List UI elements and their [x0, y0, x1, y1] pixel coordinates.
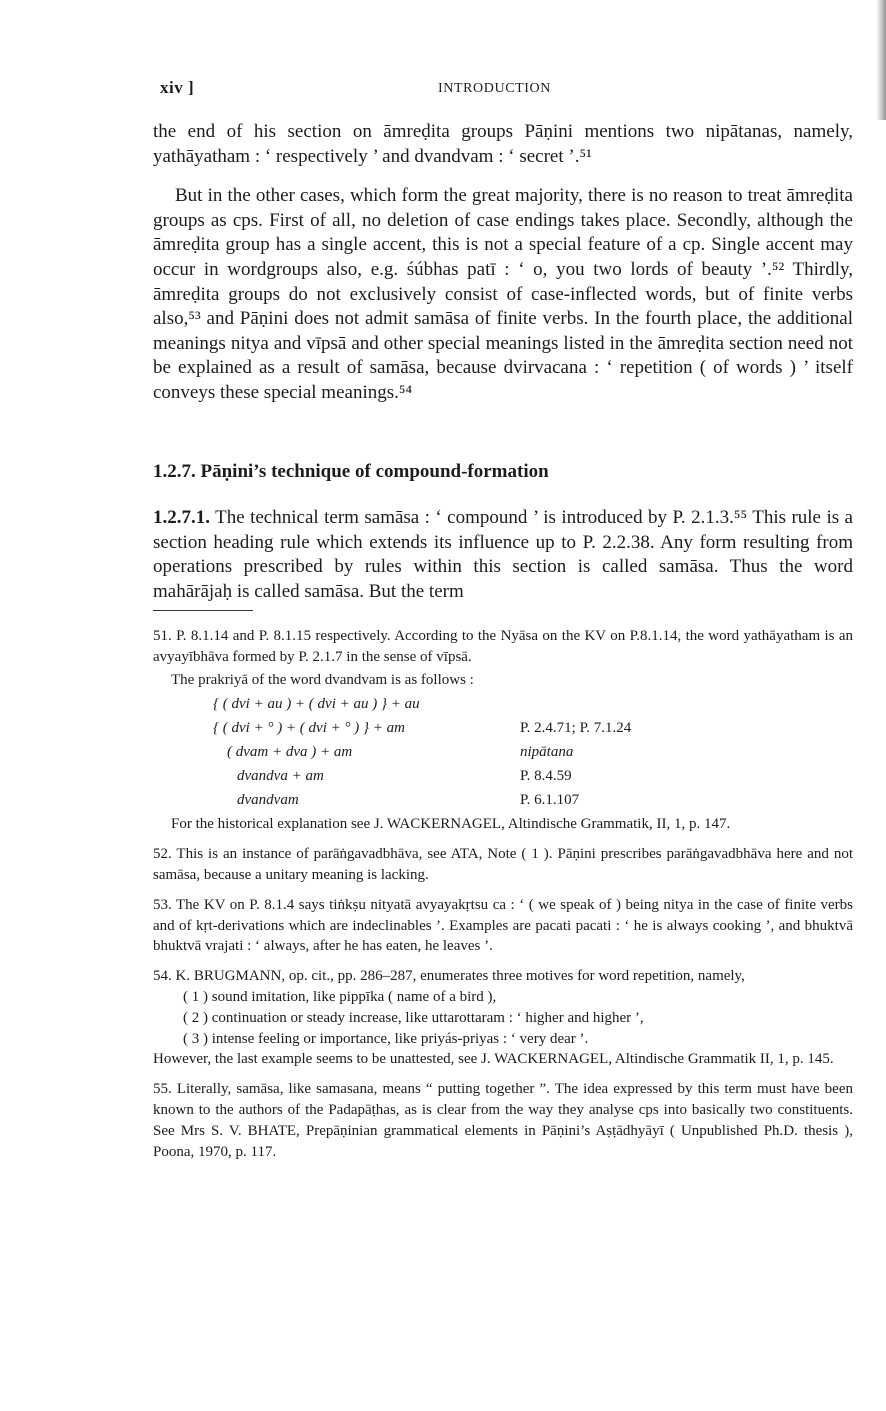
derivation-row — [213, 716, 853, 740]
derivation-table — [213, 692, 853, 812]
subsection-number: 1.2.7.1. — [153, 507, 210, 528]
scan-edge-shadow — [876, 0, 886, 120]
derivation-form: dvandvam — [237, 792, 299, 809]
footnote-51-historical: For the historical explanation see J. WACKERNAGEL, Altindische Grammatik, II, 1, p. 147. — [171, 816, 731, 833]
paragraph-continuation: the end of his section on āmreḍita groups Pāṇini mentions two nipātanas, namely, yathāyatham : ‘ respectively ’ and dvandvam : ‘ secret ’.⁵¹ — [153, 121, 853, 167]
derivation-row — [213, 764, 853, 788]
page-number: xiv ] — [160, 78, 195, 97]
page-header — [160, 78, 860, 102]
section-heading — [153, 461, 853, 483]
derivation-row — [213, 692, 853, 716]
list-item: ( 2 ) continuation or steady increase, like uttarottaram : ‘ higher and higher ’, — [183, 1009, 644, 1026]
footnote-53: 53. The KV on P. 8.1.4 says tiṅkṣu nityatā avyayakṛtsu ca : ‘ ( we speak of ) being nitya in the case of finite verbs and of kṛt-derivations which are indeclinables ’. Examples are pacati pacati : ‘ he is always cooking ’, and bhuktvā bhuktvā vrajati : ‘ always, after he has eaten, he leaves ’. — [153, 896, 853, 955]
running-title: INTRODUCTION — [438, 81, 551, 96]
footnote-55: 55. Literally, samāsa, like samasana, means “ putting together ”. The idea expressed by this term must have been known to the authors of the Padapāṭhas, as is clear from the way they analyse cps into basically two constituents. See Mrs S. V. BHATE, Prepāṇinian grammatical elements in Pāṇini’s Aṣṭādhyāyī ( Unpublished Ph.D. thesis ), Poona, 1970, p. 117. — [153, 1081, 853, 1160]
paragraph-samasa — [153, 506, 853, 604]
derivation-form: dvandva + am — [237, 768, 324, 785]
paragraph-amredita: But in the other cases, which form the great majority, there is no reason to treat āmreḍita groups as cps. First of all, no deletion of case endings takes place. Secondly, although the āmreḍita group has a single accent, this is not a special feature of a cp. Single accent may occur in wordgroups also, e.g. śúbhas patī : ‘ o, you two lords of beauty ’.⁵² Thirdly, āmreḍita groups do not exclusively consist of case-inflected words, but of finite verbs also,⁵³ and Pāṇini does not admit samāsa of finite verbs. In the fourth place, the additional meanings nitya and vīpsā and other special meanings listed in the āmreḍita section need not be explained as a result of samāsa, because dvirvacana : ‘ repetition ( of words ) ’ itself conveys these special meanings.⁵⁴ — [153, 185, 853, 403]
derivation-rule: P. 2.4.71; P. 7.1.24 — [520, 720, 632, 737]
derivation-form: { ( dvi + ° ) + ( dvi + ° ) } + am — [213, 720, 405, 737]
list-item: ( 1 ) sound imitation, like pippīka ( name of a bird ), — [183, 988, 497, 1005]
derivation-rule: P. 6.1.107 — [520, 792, 580, 809]
footnotes — [153, 626, 853, 1162]
list-item: ( 3 ) intense feeling or importance, like priyás-priyas : ‘ very dear ’. — [183, 1030, 589, 1047]
derivation-form: { ( dvi + au ) + ( dvi + au ) } + au — [213, 696, 420, 713]
footnote-51-prakriya: The prakriyā of the word dvandvam is as follows : — [171, 671, 474, 688]
derivation-rule: P. 8.4.59 — [520, 768, 572, 785]
footnote-54-end: However, the last example seems to be unattested, see J. WACKERNAGEL, Altindische Grammatik II, 1, p. 145. — [153, 1051, 834, 1068]
derivation-row — [213, 740, 853, 764]
footnote-52: 52. This is an instance of parāṅgavadbhāva, see ATA, Note ( 1 ). Pāṇini prescribes parāṅgavadbhāva here and not samāsa, because a unitary meaning is lacking. — [153, 846, 853, 883]
footnote-54: 54. K. BRUGMANN, op. cit., pp. 286–287, enumerates three motives for word repetition, namely, — [153, 968, 745, 985]
section-heading-text: 1.2.7. Pāṇini’s technique of compound-formation — [153, 461, 549, 482]
derivation-rule: nipātana — [520, 744, 574, 761]
main-text — [153, 120, 853, 406]
derivation-form: ( dvam + dva ) + am — [227, 744, 353, 761]
paragraph-samasa-text: The technical term samāsa : ‘ compound ’ is introduced by P. 2.1.3.⁵⁵ This rule is a section heading rule which extends its influence up to P. 2.2.38. Any form resulting from operations prescribed by rules within this section is called samāsa. Thus the word mahārājaḥ is called samāsa. But the term — [153, 507, 853, 602]
footnote-54-list — [153, 987, 853, 1049]
derivation-row — [213, 788, 853, 812]
footnote-51: 51. P. 8.1.14 and P. 8.1.15 respectively. According to the Nyāsa on the KV on P.8.1.14, the word yathāyatham is an avyayībhāva formed by P. 2.1.7 in the sense of vīpsā. — [153, 628, 853, 665]
footnote-rule — [153, 610, 253, 611]
section-text — [153, 506, 853, 604]
